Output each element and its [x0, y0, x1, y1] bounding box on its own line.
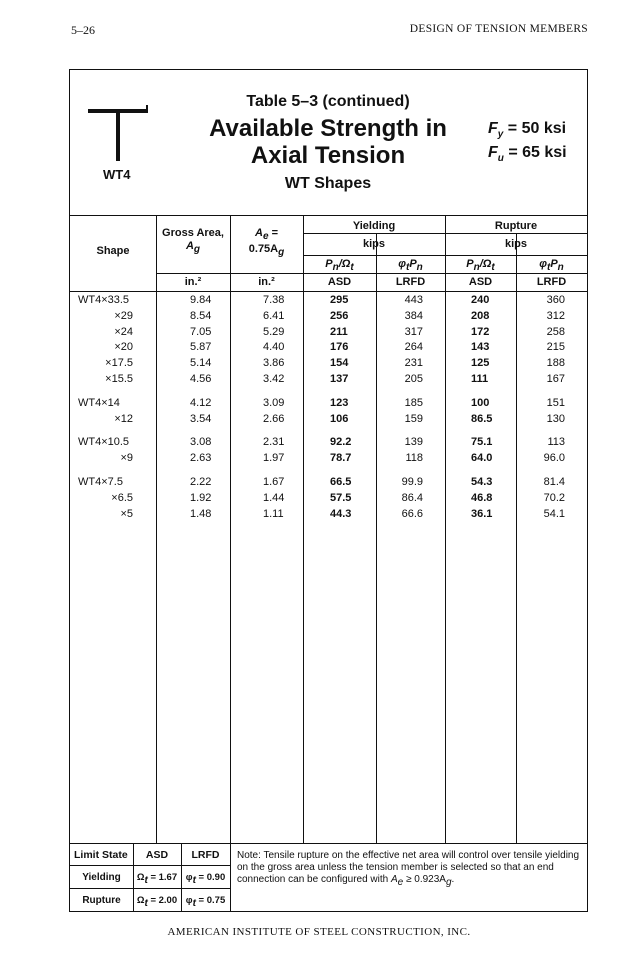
- cell-yield-lrfd: 205: [404, 373, 423, 385]
- cell-yield-lrfd: 231: [404, 357, 423, 370]
- cell-effective-area: 7.38: [263, 294, 285, 306]
- limit-lrfd-header: LRFD: [191, 849, 220, 861]
- header-yield-phi-pn: $\varphi_tP_n$: [398, 258, 423, 274]
- header-rupture-pn-omega: $P_n/\Omega_t$: [466, 258, 495, 274]
- cell-effective-area: 6.41: [263, 309, 285, 322]
- table-heading-line2: Axial Tension: [250, 142, 406, 169]
- cell-rupture-lrfd: 113: [547, 436, 565, 449]
- cell-yield-asd: 78.7: [330, 452, 352, 465]
- cell-yield-lrfd: 139: [404, 436, 423, 449]
- cell-shape: ×15.5: [105, 373, 133, 385]
- table-heading-line1: Available Strength in: [209, 115, 447, 142]
- cell-effective-area: 2.66: [263, 412, 285, 425]
- cell-gross-area: 3.54: [190, 412, 212, 425]
- header-gross-area: Gross Area, $A_g$: [162, 227, 224, 256]
- cell-yield-lrfd: 159: [404, 412, 423, 425]
- yielding-phi: $\varphi_t = 0.90$: [185, 872, 226, 886]
- cell-shape: ×9: [120, 452, 133, 465]
- cell-rupture-asd: 208: [471, 309, 490, 322]
- cell-rupture-lrfd: 81.4: [543, 476, 565, 488]
- cell-gross-area: 3.08: [190, 436, 212, 449]
- limit-asd-header: ASD: [145, 849, 169, 861]
- units-rupture-lrfd: LRFD: [536, 276, 567, 288]
- footnote: Note: Tensile rupture on the effective net area will control over tensile yielding on the gross area unless the tension member is selected so that an end connection can be configured with $A_e \ge 0.923A_g$.: [237, 850, 580, 888]
- wt-shape-icon: [88, 101, 154, 163]
- cell-yield-asd: 211: [330, 325, 348, 338]
- cell-rupture-lrfd: 151: [546, 396, 565, 409]
- cell-rupture-asd: 125: [471, 357, 490, 370]
- rupture-omega: $\Omega_t = 2.00$: [136, 895, 178, 909]
- cell-gross-area: 5.14: [190, 357, 212, 370]
- header-effective-area: $A_e$ = $0.75A_g$: [248, 227, 285, 259]
- header-rupture-kips: kips: [504, 238, 527, 250]
- header-yielding: Yielding: [352, 220, 396, 232]
- cell-shape: ×24: [114, 325, 133, 338]
- cell-rupture-lrfd: 130: [546, 412, 565, 425]
- cell-effective-area: 3.42: [263, 373, 285, 385]
- rupture-label: Rupture: [82, 895, 121, 906]
- shape-series-label: WT4: [103, 167, 131, 182]
- page-footer: AMERICAN INSTITUTE OF STEEL CONSTRUCTION, INC.: [167, 926, 471, 938]
- cell-shape: ×20: [114, 341, 133, 354]
- table-subheading: WT Shapes: [284, 175, 372, 192]
- cell-yield-lrfd: 264: [404, 341, 423, 354]
- fu-label: $F_u = 65$ ksi: [488, 144, 567, 165]
- cell-yield-lrfd: 99.9: [401, 476, 423, 488]
- cell-yield-asd: 66.5: [330, 476, 352, 488]
- cell-effective-area: 3.86: [263, 357, 285, 370]
- table-title: Table 5–3 (continued): [246, 93, 410, 110]
- cell-yield-lrfd: 118: [405, 452, 423, 465]
- cell-gross-area: 5.87: [190, 341, 212, 354]
- cell-yield-asd: 57.5: [330, 491, 352, 504]
- cell-gross-area: 2.22: [190, 476, 212, 488]
- table-frame: [69, 69, 588, 912]
- cell-rupture-asd: 172: [471, 325, 490, 338]
- cell-shape: WT4×33.5: [78, 294, 130, 306]
- cell-yield-asd: 256: [330, 309, 349, 322]
- cell-yield-lrfd: 66.6: [401, 507, 423, 520]
- cell-gross-area: 4.56: [190, 373, 212, 385]
- cell-yield-asd: 154: [330, 357, 349, 370]
- cell-yield-asd: 123: [330, 396, 349, 409]
- cell-shape: WT4×14: [78, 396, 120, 409]
- limit-state-header: Limit State: [74, 849, 128, 861]
- cell-rupture-lrfd: 167: [546, 373, 565, 385]
- cell-shape: WT4×7.5: [78, 476, 123, 488]
- cell-rupture-lrfd: 258: [546, 325, 565, 338]
- page-number: 5–26: [71, 23, 95, 37]
- units-yield-lrfd: LRFD: [395, 276, 426, 288]
- cell-effective-area: 2.31: [263, 436, 285, 449]
- cell-yield-lrfd: 443: [404, 294, 423, 306]
- cell-yield-asd: 295: [330, 294, 349, 306]
- cell-rupture-asd: 46.8: [471, 491, 493, 504]
- cell-rupture-asd: 75.1: [471, 436, 493, 449]
- cell-yield-asd: 106: [330, 412, 349, 425]
- cell-effective-area: 1.11: [263, 507, 284, 520]
- cell-effective-area: 1.67: [263, 476, 285, 488]
- cell-rupture-lrfd: 215: [546, 341, 565, 354]
- cell-shape: ×12: [114, 412, 133, 425]
- cell-rupture-lrfd: 96.0: [543, 452, 565, 465]
- limit-state-block: [70, 843, 587, 912]
- cell-rupture-asd: 64.0: [471, 452, 493, 465]
- cell-rupture-lrfd: 312: [546, 309, 565, 322]
- cell-shape: ×5: [120, 507, 133, 520]
- cell-effective-area: 3.09: [263, 396, 285, 409]
- cell-gross-area: 9.84: [190, 294, 212, 306]
- cell-effective-area: 1.44: [263, 491, 285, 504]
- header-shape: Shape: [96, 245, 130, 257]
- cell-rupture-asd: 111: [471, 373, 489, 385]
- cell-rupture-asd: 240: [471, 294, 490, 306]
- cell-gross-area: 1.92: [190, 491, 212, 504]
- cell-shape: ×6.5: [111, 491, 133, 504]
- cell-rupture-lrfd: 54.1: [543, 507, 565, 520]
- cell-yield-asd: 137: [330, 373, 349, 385]
- cell-yield-lrfd: 317: [404, 325, 423, 338]
- cell-shape: ×17.5: [105, 357, 133, 370]
- header-rupture: Rupture: [494, 220, 538, 232]
- cell-yield-asd: 92.2: [330, 436, 352, 449]
- cell-rupture-lrfd: 188: [546, 357, 565, 370]
- cell-rupture-asd: 143: [471, 341, 490, 354]
- cell-yield-asd: 176: [330, 341, 349, 354]
- yielding-omega: $\Omega_t = 1.67$: [136, 872, 178, 886]
- cell-rupture-asd: 54.3: [471, 476, 493, 488]
- cell-rupture-asd: 36.1: [471, 507, 493, 520]
- header-rupture-phi-pn: $\varphi_tP_n$: [539, 258, 564, 274]
- cell-gross-area: 7.05: [190, 325, 212, 338]
- units-gross-area: in.²: [184, 276, 202, 288]
- chapter-title: DESIGN OF TENSION MEMBERS: [409, 23, 588, 35]
- cell-effective-area: 5.29: [263, 325, 285, 338]
- header-yield-pn-omega: $P_n/\Omega_t$: [325, 258, 354, 274]
- cell-effective-area: 4.40: [263, 341, 285, 354]
- cell-gross-area: 8.54: [190, 309, 212, 322]
- rupture-phi: $\varphi_t = 0.75$: [185, 895, 226, 909]
- cell-yield-lrfd: 185: [404, 396, 423, 409]
- cell-gross-area: 1.48: [190, 507, 212, 520]
- cell-shape: ×29: [114, 309, 133, 322]
- units-rupture-asd: ASD: [468, 276, 493, 288]
- cell-gross-area: 2.63: [190, 452, 212, 465]
- cell-gross-area: 4.12: [190, 396, 212, 409]
- cell-rupture-lrfd: 360: [546, 294, 565, 306]
- cell-rupture-asd: 86.5: [471, 412, 493, 425]
- header-yielding-kips: kips: [362, 238, 385, 250]
- cell-yield-lrfd: 86.4: [401, 491, 423, 504]
- cell-yield-lrfd: 384: [404, 309, 423, 322]
- cell-effective-area: 1.97: [263, 452, 285, 465]
- cell-rupture-asd: 100: [471, 396, 490, 409]
- title-block: [70, 70, 587, 216]
- cell-rupture-lrfd: 70.2: [543, 491, 565, 504]
- fy-label: $F_y = 50$ ksi: [488, 120, 567, 141]
- yielding-label: Yielding: [82, 872, 121, 883]
- units-effective-area: in.²: [258, 276, 275, 288]
- units-yield-asd: ASD: [327, 276, 352, 288]
- cell-yield-asd: 44.3: [330, 507, 352, 520]
- cell-shape: WT4×10.5: [78, 436, 130, 449]
